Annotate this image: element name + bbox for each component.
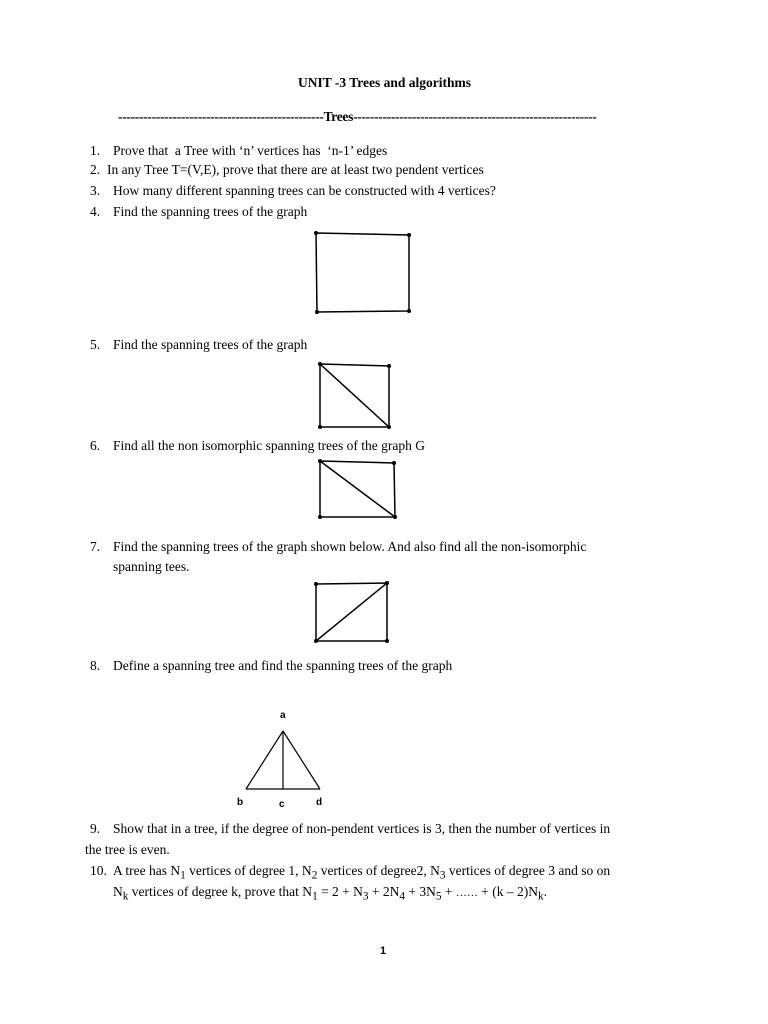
vertex-label-d: d	[316, 797, 323, 808]
question-9	[90, 819, 611, 839]
question-8	[90, 656, 453, 676]
question-text: Prove that a Tree with ‘n’ vertices has ‘n-1’ edges	[113, 143, 388, 158]
question-number: 5.	[90, 337, 101, 352]
question-text: Find the spanning trees of the graph shown below. And also find all the non-isomorphic	[113, 539, 587, 554]
page-number: 1	[380, 945, 387, 957]
question-number: 1.	[90, 143, 101, 158]
question-1	[90, 141, 388, 161]
question-5	[90, 335, 308, 355]
question-text: Find the spanning trees of the graph	[113, 337, 308, 352]
question-text: A tree has $N_1$ vertices of degree 1, $N_2$ vertices of degree2, $N_3$ vertices of degree 3 and so on	[113, 863, 611, 882]
question-number: 7.	[90, 539, 101, 554]
question-text: How many different spanning trees can be constructed with 4 vertices?	[113, 183, 496, 198]
question-7-continuation: spanning tees.	[113, 559, 190, 574]
question-10-continuation: $N_k$ vertices of degree k, prove that $N_1 = 2 + N_3 + 2N_4 + 3N_5$ + …… + $(k - 2)N_k$.	[113, 884, 548, 903]
page-title: UNIT -3 Trees and algorithms	[298, 75, 472, 90]
question-text: Find the spanning trees of the graph	[113, 204, 308, 219]
question-text: Find all the non isomorphic spanning trees of the graph G	[113, 438, 425, 453]
question-number: 10.	[90, 863, 107, 878]
question-number: 8.	[90, 658, 101, 673]
question-4	[90, 202, 308, 222]
question-number: 3.	[90, 183, 101, 198]
question-6	[90, 436, 425, 456]
question-number: 2.	[90, 162, 101, 177]
section-divider-trees: -------------------------------------------------Trees----------------------------------------------------------	[118, 109, 597, 124]
question-number: 4.	[90, 204, 101, 219]
question-text: Define a spanning tree and find the spanning trees of the graph	[113, 658, 453, 673]
question-7	[90, 537, 587, 557]
question-number: 9.	[90, 821, 101, 836]
question-9-continuation: the tree is even.	[85, 842, 170, 857]
question-text: In any Tree T=(V,E), prove that there are at least two pendent vertices	[107, 162, 484, 177]
question-3	[90, 181, 496, 201]
vertex-label-c: c	[279, 799, 285, 810]
vertex-label-a: a	[280, 710, 286, 721]
question-2	[90, 160, 484, 180]
question-number: 6.	[90, 438, 101, 453]
vertex-label-b: b	[237, 797, 244, 808]
question-10	[90, 861, 611, 882]
question-text: Show that in a tree, if the degree of non-pendent vertices is 3, then the number of vertices in	[113, 821, 611, 836]
